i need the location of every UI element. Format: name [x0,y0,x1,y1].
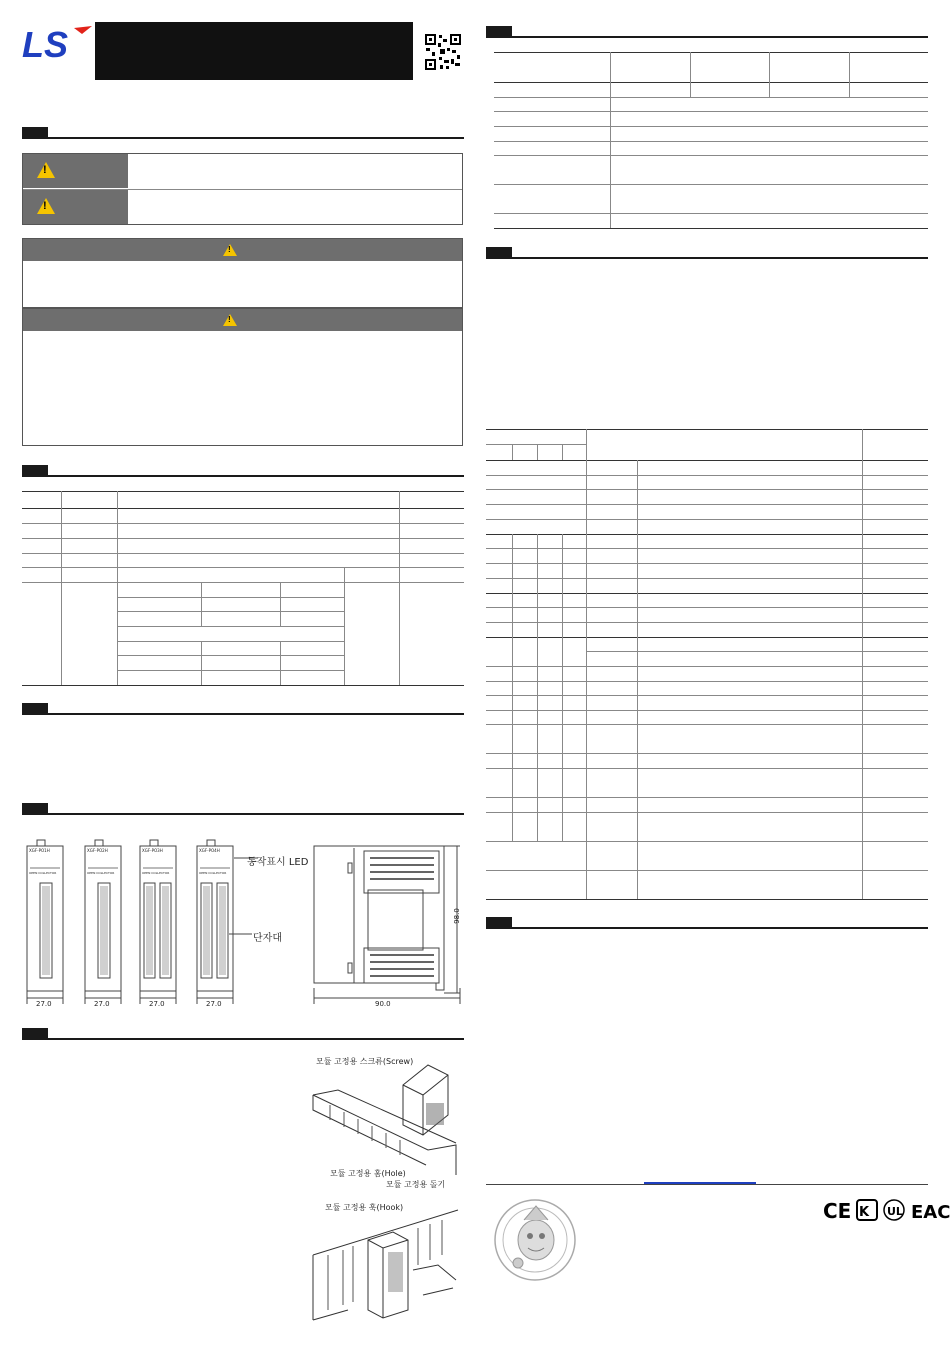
section-header-performance [486,26,928,38]
warning-triangle-icon [37,162,55,178]
svg-text:EAC: EAC [911,1202,950,1223]
open-collector-label-3: OPEN COLLECTOR [142,871,170,875]
svg-text:CE: CE [823,1199,852,1223]
ls-logo [22,22,94,66]
open-collector-label-4: OPEN COLLECTOR [199,871,227,875]
status-led-label: 동작표시 LED [247,857,309,868]
section-header-installation [22,1028,464,1040]
installation-figure-2 [308,1210,458,1320]
dim-height: 98.0 [452,908,461,924]
dim-width-2: 27.0 [94,1000,110,1008]
fixing-projection-label: 모듈 고정용 돌기 [386,1180,446,1189]
mascot-seal-image [488,1198,583,1283]
open-collector-label-1: OPEN COLLECTOR [29,871,57,875]
terminal-block-label: 단자대 [253,933,282,944]
fixing-hook-label: 모듈 고정용 훅(Hook) [325,1203,404,1212]
caution-header-icon [223,314,237,326]
qr-code-icon [424,33,462,71]
module-3-label: XGF-PO3H [142,848,163,853]
warning-box-header [23,239,462,261]
fixing-hole-label: 모듈 고정용 홈(Hole) [330,1169,406,1178]
section-header-8 [486,917,928,929]
svg-text:UL: UL [887,1205,903,1218]
open-collector-label-2: OPEN COLLECTOR [87,871,115,875]
fixing-screw-label: 모듈 고정용 스크류(Screw) [316,1057,414,1066]
dim-width-4: 27.0 [206,1000,222,1008]
section-header-safety [22,127,464,139]
certification-marks [823,1198,950,1223]
warning-header-icon [223,244,237,256]
module-side-view [306,838,466,1013]
module-1-label: XGF-PO1H [29,848,50,853]
module-2-label: XGF-PO2H [87,848,108,853]
section-header-dimensions [22,803,464,815]
footer-link[interactable] [644,1182,756,1184]
footer-divider [486,1184,928,1185]
title-banner [95,22,413,80]
svg-text:LS: LS [22,24,69,65]
caution-box-header [23,309,462,331]
svg-text:K: K [859,1205,870,1220]
section-header-3 [22,703,464,715]
caution-triangle-icon [37,198,55,214]
installation-figure-1 [308,1065,458,1175]
section-header-wiring [486,247,928,259]
dim-width-3: 27.0 [149,1000,165,1008]
section-header-specs [22,465,464,477]
dim-depth: 90.0 [375,1000,391,1008]
dim-width-1: 27.0 [36,1000,52,1008]
module-4-label: XGF-PO4H [199,848,220,853]
